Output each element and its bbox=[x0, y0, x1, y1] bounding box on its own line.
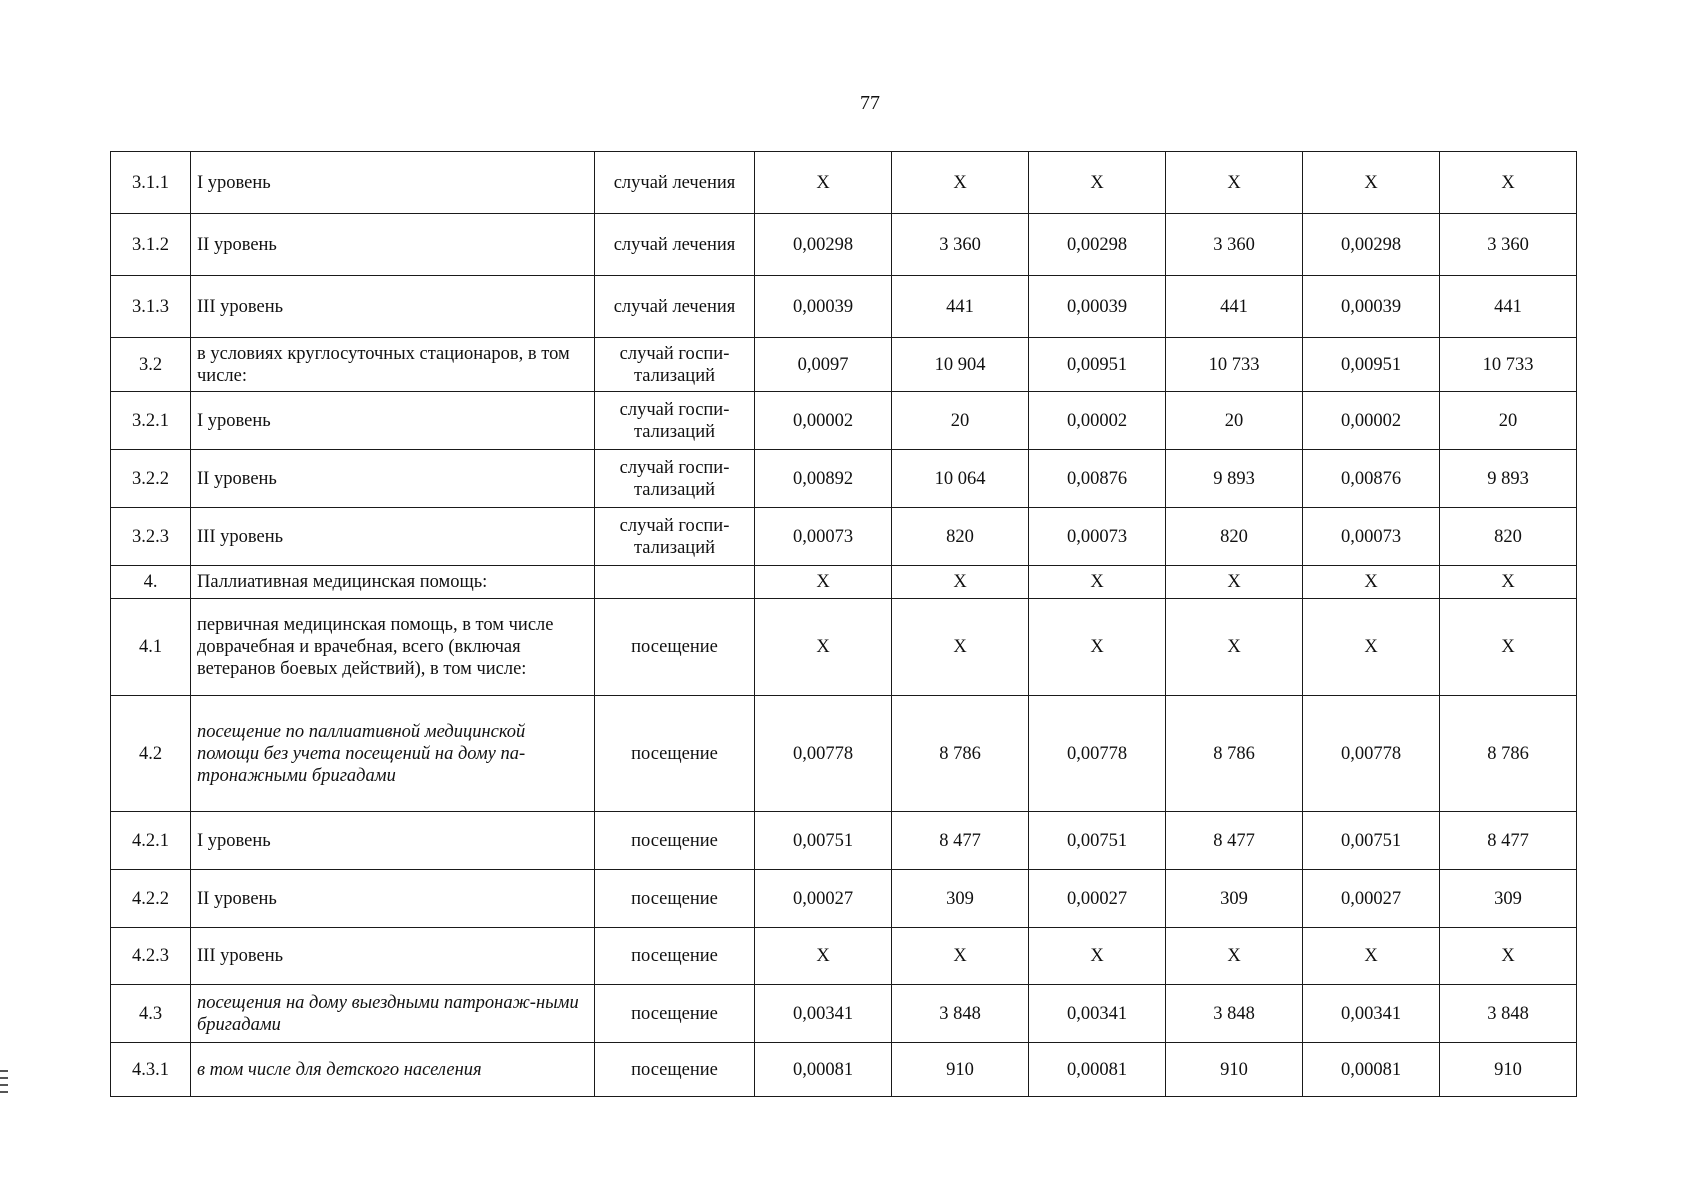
row-value: Х bbox=[1166, 928, 1303, 985]
table-row bbox=[111, 870, 1577, 928]
row-value: 910 bbox=[892, 1043, 1029, 1097]
row-value: 0,00039 bbox=[755, 276, 892, 338]
row-value: 0,00298 bbox=[755, 214, 892, 276]
row-value: 10 904 bbox=[892, 338, 1029, 392]
row-value: Х bbox=[1166, 566, 1303, 599]
table-row bbox=[111, 214, 1577, 276]
row-name: I уровень bbox=[191, 392, 595, 450]
row-name: II уровень bbox=[191, 214, 595, 276]
row-number: 4.2 bbox=[111, 696, 191, 812]
row-value: Х bbox=[755, 928, 892, 985]
row-value: Х bbox=[1029, 599, 1166, 696]
row-value: 8 786 bbox=[892, 696, 1029, 812]
row-value: 0,00751 bbox=[1303, 812, 1440, 870]
page-number: 77 bbox=[860, 92, 880, 114]
row-value: 910 bbox=[1166, 1043, 1303, 1097]
row-number: 3.2.2 bbox=[111, 450, 191, 508]
table-row bbox=[111, 338, 1577, 392]
row-value: 8 786 bbox=[1166, 696, 1303, 812]
row-value: 10 733 bbox=[1440, 338, 1577, 392]
row-unit: случай госпи-тализаций bbox=[595, 392, 755, 450]
table-row bbox=[111, 508, 1577, 566]
table-row bbox=[111, 696, 1577, 812]
row-number: 3.2 bbox=[111, 338, 191, 392]
row-value: 0,00073 bbox=[1303, 508, 1440, 566]
row-value: 10 733 bbox=[1166, 338, 1303, 392]
row-value: 3 360 bbox=[1166, 214, 1303, 276]
row-unit bbox=[595, 566, 755, 599]
row-value: 0,00081 bbox=[1029, 1043, 1166, 1097]
row-number: 4.3 bbox=[111, 985, 191, 1043]
row-number: 4.3.1 bbox=[111, 1043, 191, 1097]
row-unit: случай лечения bbox=[595, 152, 755, 214]
row-value: 910 bbox=[1440, 1043, 1577, 1097]
row-value: 0,00002 bbox=[1029, 392, 1166, 450]
row-value: 3 848 bbox=[1440, 985, 1577, 1043]
row-value: 0,00298 bbox=[1029, 214, 1166, 276]
row-number: 3.1.2 bbox=[111, 214, 191, 276]
table-row bbox=[111, 599, 1577, 696]
row-value: 0,00081 bbox=[1303, 1043, 1440, 1097]
row-value: Х bbox=[892, 599, 1029, 696]
row-value: 0,00027 bbox=[1029, 870, 1166, 928]
row-name: посещение по паллиативной медицинской помощи без учета посещений на дому па-тронажными бригадами bbox=[191, 696, 595, 812]
row-value: 3 360 bbox=[892, 214, 1029, 276]
row-value: 8 786 bbox=[1440, 696, 1577, 812]
row-name: I уровень bbox=[191, 812, 595, 870]
row-value: 8 477 bbox=[1166, 812, 1303, 870]
table-row bbox=[111, 985, 1577, 1043]
row-value: 3 360 bbox=[1440, 214, 1577, 276]
row-value: 9 893 bbox=[1166, 450, 1303, 508]
row-value: 8 477 bbox=[1440, 812, 1577, 870]
row-unit: посещение bbox=[595, 1043, 755, 1097]
row-value: 0,00027 bbox=[1303, 870, 1440, 928]
row-value: 0,0097 bbox=[755, 338, 892, 392]
row-value: Х bbox=[892, 566, 1029, 599]
row-value: 820 bbox=[1166, 508, 1303, 566]
row-value: 309 bbox=[1440, 870, 1577, 928]
row-unit: посещение bbox=[595, 985, 755, 1043]
row-name: в условиях круглосуточных стационаров, в том числе: bbox=[191, 338, 595, 392]
row-value: 20 bbox=[1440, 392, 1577, 450]
row-number: 3.1.3 bbox=[111, 276, 191, 338]
row-value: Х bbox=[1440, 599, 1577, 696]
row-value: Х bbox=[755, 566, 892, 599]
row-value: 3 848 bbox=[892, 985, 1029, 1043]
table-row bbox=[111, 392, 1577, 450]
table-row bbox=[111, 1043, 1577, 1097]
row-value: Х bbox=[1440, 152, 1577, 214]
row-value: Х bbox=[1440, 928, 1577, 985]
row-value: Х bbox=[1166, 599, 1303, 696]
row-value: 0,00876 bbox=[1029, 450, 1166, 508]
row-value: 0,00298 bbox=[1303, 214, 1440, 276]
row-value: Х bbox=[1029, 928, 1166, 985]
table-row bbox=[111, 152, 1577, 214]
row-value: 0,00002 bbox=[755, 392, 892, 450]
row-number: 3.1.1 bbox=[111, 152, 191, 214]
row-value: Х bbox=[1029, 566, 1166, 599]
row-value: 0,00892 bbox=[755, 450, 892, 508]
row-value: 8 477 bbox=[892, 812, 1029, 870]
table-row bbox=[111, 450, 1577, 508]
row-unit: посещение bbox=[595, 599, 755, 696]
row-value: 20 bbox=[892, 392, 1029, 450]
row-unit: случай лечения bbox=[595, 276, 755, 338]
row-unit: посещение bbox=[595, 928, 755, 985]
row-value: 0,00778 bbox=[755, 696, 892, 812]
row-value: 20 bbox=[1166, 392, 1303, 450]
row-value: Х bbox=[1166, 152, 1303, 214]
table-row bbox=[111, 812, 1577, 870]
row-name: I уровень bbox=[191, 152, 595, 214]
table-row bbox=[111, 276, 1577, 338]
data-table bbox=[110, 151, 1577, 1097]
row-value: 0,00039 bbox=[1303, 276, 1440, 338]
row-name: Паллиативная медицинская помощь: bbox=[191, 566, 595, 599]
row-value: Х bbox=[1303, 928, 1440, 985]
row-value: Х bbox=[1029, 152, 1166, 214]
row-value: 0,00081 bbox=[755, 1043, 892, 1097]
row-value: Х bbox=[892, 928, 1029, 985]
row-value: 0,00876 bbox=[1303, 450, 1440, 508]
row-value: Х bbox=[892, 152, 1029, 214]
row-name: II уровень bbox=[191, 450, 595, 508]
row-value: 0,00341 bbox=[1029, 985, 1166, 1043]
row-value: Х bbox=[755, 152, 892, 214]
row-number: 4.2.1 bbox=[111, 812, 191, 870]
row-value: 0,00039 bbox=[1029, 276, 1166, 338]
row-number: 4.1 bbox=[111, 599, 191, 696]
row-value: 0,00751 bbox=[755, 812, 892, 870]
row-name: в том числе для детского населения bbox=[191, 1043, 595, 1097]
row-value: Х bbox=[755, 599, 892, 696]
row-value: 0,00751 bbox=[1029, 812, 1166, 870]
row-name: первичная медицинская помощь, в том числе доврачебная и врачебная, всего (включая ветеранов боевых действий), в том числе: bbox=[191, 599, 595, 696]
row-value: 0,00951 bbox=[1303, 338, 1440, 392]
row-number: 4.2.3 bbox=[111, 928, 191, 985]
row-value: 0,00341 bbox=[1303, 985, 1440, 1043]
row-value: Х bbox=[1303, 599, 1440, 696]
row-name: посещения на дому выездными патронаж-ными бригадами bbox=[191, 985, 595, 1043]
row-value: 0,00951 bbox=[1029, 338, 1166, 392]
row-unit: посещение bbox=[595, 696, 755, 812]
row-value: 820 bbox=[1440, 508, 1577, 566]
row-value: 0,00027 bbox=[755, 870, 892, 928]
row-value: 0,00778 bbox=[1303, 696, 1440, 812]
row-value: 3 848 bbox=[1166, 985, 1303, 1043]
row-value: 0,00341 bbox=[755, 985, 892, 1043]
row-value: 0,00778 bbox=[1029, 696, 1166, 812]
row-value: 309 bbox=[1166, 870, 1303, 928]
row-number: 3.2.1 bbox=[111, 392, 191, 450]
row-unit: случай госпи-тализаций bbox=[595, 338, 755, 392]
row-number: 3.2.3 bbox=[111, 508, 191, 566]
row-name: III уровень bbox=[191, 508, 595, 566]
row-value: Х bbox=[1440, 566, 1577, 599]
row-value: Х bbox=[1303, 152, 1440, 214]
row-value: 309 bbox=[892, 870, 1029, 928]
row-unit: посещение bbox=[595, 812, 755, 870]
row-unit: случай лечения bbox=[595, 214, 755, 276]
row-value: 441 bbox=[1440, 276, 1577, 338]
table-row bbox=[111, 928, 1577, 985]
row-unit: посещение bbox=[595, 870, 755, 928]
row-name: III уровень bbox=[191, 276, 595, 338]
row-value: 10 064 bbox=[892, 450, 1029, 508]
scan-margin-marks bbox=[0, 1070, 8, 1098]
row-unit: случай госпи-тализаций bbox=[595, 508, 755, 566]
row-value: 9 893 bbox=[1440, 450, 1577, 508]
table-row bbox=[111, 566, 1577, 599]
row-number: 4. bbox=[111, 566, 191, 599]
row-value: Х bbox=[1303, 566, 1440, 599]
row-name: III уровень bbox=[191, 928, 595, 985]
row-unit: случай госпи-тализаций bbox=[595, 450, 755, 508]
row-value: 441 bbox=[892, 276, 1029, 338]
row-value: 441 bbox=[1166, 276, 1303, 338]
row-value: 820 bbox=[892, 508, 1029, 566]
row-number: 4.2.2 bbox=[111, 870, 191, 928]
row-value: 0,00002 bbox=[1303, 392, 1440, 450]
row-value: 0,00073 bbox=[1029, 508, 1166, 566]
row-value: 0,00073 bbox=[755, 508, 892, 566]
row-name: II уровень bbox=[191, 870, 595, 928]
